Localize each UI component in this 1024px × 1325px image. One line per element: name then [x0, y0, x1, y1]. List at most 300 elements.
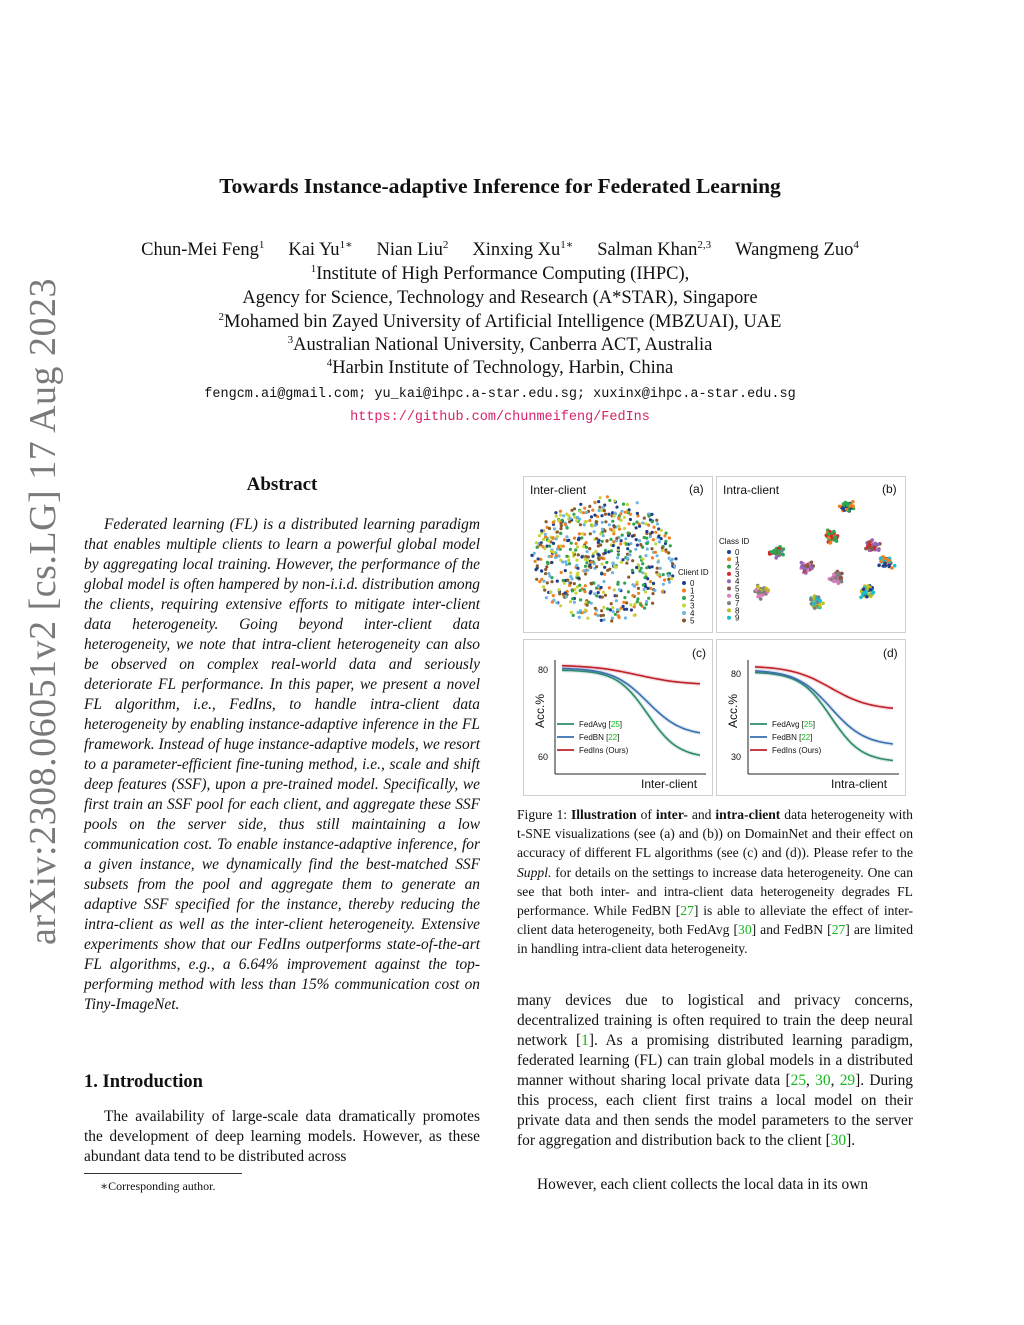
abstract-text: Federated learning (FL) is a distributed learning paradigm that enables multiple clients to learn a powerful global model by aggregating local training. However, the performance of the global model is often hampered by non-i.i.d. distribution among the clients, requiring extensive efforts to mitigate inter-client data heterogeneity. Going beyond inter-client data heterogeneity, we note that intra-client heterogeneity can also be observed on complex real-world data and seriously deteriorate FL performance. In this paper, we present a novel FL algorithm, i.e., FedIns, to handle intra-client data heterogeneity by enabling instance-adaptive inference in the FL framework. Instead of huge instance-adaptive models, we resort to a parameter-efficient fine-tuning method, i.e., scale and shift deep features (SSF), upon a pre-trained model. Specifically, we first train an SSF pool for each client, and aggregate these SSF pools on the server side, thus still maintaining a low communication cost. To enable instance-adaptive inference, for a given instance, we dynamically find the best-matched SSF subsets from the pool and aggregate them to generate an adaptive SSF specified for the instance, thereby reducing the intra-client as well as the inter-client heterogeneity. Extensive experiments show that our FedIns outperforms state-of-the-art FL algorithms, e.g., a 6.64% improvement against the top-performing method with less than 15% communication cost on Tiny-ImageNet.: [84, 516, 480, 1013]
code-link[interactable]: https://github.com/chunmeifeng/FedIns: [350, 410, 650, 425]
scatter-point: [552, 594, 555, 597]
legend-label: 0: [690, 579, 695, 588]
scatter-point: [584, 609, 587, 612]
scatter-point: [538, 580, 541, 583]
scatter-point: [613, 588, 616, 591]
scatter-point: [865, 595, 869, 599]
scatter-point: [618, 528, 621, 531]
scatter-point: [602, 580, 605, 583]
scatter-point: [585, 541, 588, 544]
scatter-point: [545, 565, 548, 568]
scatter-point: [647, 515, 650, 518]
scatter-point: [606, 495, 609, 498]
scatter-point: [550, 555, 553, 558]
author-name: Wangmeng Zuo$^4$: [735, 238, 859, 260]
scatter-point: [623, 608, 626, 611]
scatter-point: [608, 499, 611, 502]
scatter-point: [643, 517, 646, 520]
scatter-point: [626, 547, 629, 550]
scatter-point: [623, 582, 626, 585]
scatter-point: [585, 561, 588, 564]
scatter-point: [877, 564, 881, 568]
scatter-point: [758, 590, 762, 594]
scatter-point: [603, 573, 606, 576]
scatter-point: [606, 539, 609, 542]
scatter-point: [601, 540, 604, 543]
scatter-point: [600, 609, 603, 612]
scatter-point: [590, 515, 593, 518]
legend-label: 2: [735, 562, 740, 572]
scatter-point: [560, 524, 563, 527]
scatter-point: [670, 559, 673, 562]
legend-label: 3: [735, 569, 740, 579]
scatter-point: [557, 519, 560, 522]
scatter-point: [576, 567, 579, 570]
legend-label: 1: [735, 555, 740, 565]
scatter-point: [621, 534, 624, 537]
citation-link[interactable]: 27: [831, 922, 846, 938]
scatter-point: [549, 590, 552, 593]
scatter-point: [536, 546, 539, 549]
scatter-point: [566, 526, 569, 529]
scatter-point: [626, 503, 629, 506]
scatter-point: [869, 594, 873, 598]
scatter-point: [578, 532, 581, 535]
scatter-point: [619, 542, 622, 545]
author-name: Nian Liu$^2$: [376, 238, 449, 260]
panel-a-tag: (a): [689, 482, 704, 496]
scatter-point: [893, 564, 897, 568]
scatter-point: [540, 569, 543, 572]
scatter-point: [657, 535, 660, 538]
scatter-point: [600, 619, 603, 622]
scatter-point: [644, 554, 647, 557]
scatter-point: [876, 543, 880, 547]
scatter-point: [651, 531, 654, 534]
scatter-point: [633, 614, 636, 617]
scatter-point: [602, 606, 605, 609]
scatter-point: [667, 551, 670, 554]
scatter-point: [602, 506, 605, 509]
scatter-point: [623, 516, 626, 519]
citation-link[interactable]: 30: [815, 1072, 831, 1089]
scatter-point: [645, 566, 648, 569]
scatter-point: [890, 566, 894, 570]
scatter-point: [586, 550, 589, 553]
scatter-point: [656, 573, 659, 576]
scatter-point: [636, 600, 639, 603]
scatter-point: [646, 542, 649, 545]
scatter-point: [559, 604, 562, 607]
scatter-point: [809, 598, 813, 602]
scatter-point: [635, 566, 638, 569]
scatter-point: [601, 528, 604, 531]
scatter-point: [569, 571, 572, 574]
scatter-point: [756, 595, 760, 599]
scatter-point: [656, 554, 659, 557]
scatter-point: [581, 532, 584, 535]
legend-marker: [727, 608, 731, 612]
affiliation-1: $^1$Institute of High Performance Computing (IHPC),: [310, 262, 690, 284]
scatter-point: [568, 520, 571, 523]
scatter-point: [877, 548, 881, 552]
scatter-point: [544, 533, 547, 536]
intro-paragraph-1: The availability of large-scale data dramatically promotes the development of deep learning models. However, as these abundant data tend to be distributed across: [84, 1108, 480, 1165]
scatter-point: [533, 552, 536, 555]
legend-label: 9: [735, 613, 740, 623]
scatter-point: [577, 553, 580, 556]
scatter-point: [577, 537, 580, 540]
scatter-point: [651, 602, 654, 605]
scatter-point: [652, 526, 655, 529]
scatter-point: [575, 542, 578, 545]
scatter-point: [800, 565, 804, 569]
scatter-point: [638, 525, 641, 528]
scatter-point: [763, 590, 767, 594]
scatter-point: [610, 619, 613, 622]
scatter-point: [535, 578, 538, 581]
scatter-point: [611, 571, 614, 574]
scatter-point: [559, 532, 562, 535]
scatter-point: [593, 592, 596, 595]
scatter-point: [576, 545, 579, 548]
legend-marker: [727, 587, 731, 591]
citation-link[interactable]: 30: [830, 1132, 847, 1149]
scatter-point: [644, 522, 647, 525]
legend-marker: [682, 604, 686, 608]
scatter-point: [591, 555, 594, 558]
scatter-point: [622, 601, 625, 604]
scatter-point: [657, 561, 660, 564]
scatter-point: [560, 571, 563, 574]
scatter-point: [625, 601, 628, 604]
scatter-point: [557, 546, 560, 549]
scatter-point: [550, 561, 553, 564]
scatter-point: [576, 611, 579, 614]
scatter-point: [606, 607, 609, 610]
scatter-point: [777, 549, 781, 553]
scatter-point: [844, 501, 848, 505]
legend-label: 7: [735, 599, 740, 609]
scatter-point: [591, 524, 594, 527]
scatter-point: [636, 501, 639, 504]
scatter-point: [636, 597, 639, 600]
scatter-point: [668, 536, 671, 539]
scatter-point: [579, 503, 582, 506]
scatter-point: [612, 529, 615, 532]
scatter-point: [566, 579, 569, 582]
scatter-point: [570, 509, 573, 512]
scatter-point: [667, 578, 670, 581]
scatter-point: [800, 561, 804, 565]
ytick-d-30: 30: [731, 752, 742, 762]
scatter-point: [653, 589, 656, 592]
scatter-point: [639, 555, 642, 558]
legend-label: FedAvg [25]: [579, 720, 623, 729]
legend-label: 8: [735, 606, 740, 616]
scatter-point: [632, 523, 635, 526]
scatter-point: [603, 509, 606, 512]
scatter-point: [594, 607, 597, 610]
citation-link[interactable]: 1: [581, 1032, 589, 1049]
panel-a-legend-title: Client ID: [678, 568, 709, 577]
scatter-point: [803, 570, 807, 574]
panel-d-accuracy-intra: [716, 639, 906, 796]
scatter-point: [580, 555, 583, 558]
scatter-point: [534, 560, 537, 563]
footnote: ∗Corresponding author.: [100, 1179, 216, 1193]
scatter-point: [810, 566, 814, 570]
scatter-point: [572, 551, 575, 554]
scatter-point: [623, 527, 626, 530]
scatter-point: [773, 550, 777, 554]
scatter-point: [636, 512, 639, 515]
scatter-point: [551, 600, 554, 603]
scatter-point: [615, 506, 618, 509]
scatter-point: [575, 564, 578, 567]
scatter-point: [631, 594, 634, 597]
scatter-point: [670, 577, 673, 580]
section-heading-introduction: 1. Introduction: [84, 1072, 203, 1092]
scatter-point: [618, 588, 621, 591]
scatter-point: [647, 597, 650, 600]
panel-a-tsne-inter: [523, 476, 713, 633]
citation-link[interactable]: 27: [680, 903, 694, 919]
scatter-point: [643, 607, 646, 610]
scatter-point: [569, 575, 572, 578]
scatter-point: [887, 559, 891, 563]
scatter-point: [838, 576, 842, 580]
legend-label: 5: [690, 616, 695, 626]
legend-label: 1: [690, 586, 695, 596]
scatter-point: [595, 587, 598, 590]
scatter-point: [559, 514, 562, 517]
scatter-point: [662, 583, 665, 586]
scatter-point: [610, 602, 613, 605]
scatter-point: [629, 513, 632, 516]
scatter-point: [641, 562, 644, 565]
scatter-point: [626, 557, 629, 560]
scatter-point: [555, 515, 558, 518]
scatter-point: [879, 557, 883, 561]
scatter-point: [555, 554, 558, 557]
scatter-point: [557, 554, 560, 557]
scatter-point: [567, 559, 570, 562]
scatter-point: [633, 603, 636, 606]
scatter-point: [547, 572, 550, 575]
scatter-point: [628, 553, 631, 556]
scatter-point: [603, 566, 606, 569]
scatter-point: [575, 559, 578, 562]
scatter-point: [624, 511, 627, 514]
scatter-point: [608, 523, 611, 526]
scatter-point: [629, 518, 632, 521]
legend-label: FedBN [22]: [579, 733, 620, 742]
legend-marker: [727, 572, 731, 576]
scatter-point: [631, 583, 634, 586]
author-emails: fengcm.ai@gmail.com; yu_kai@ihpc.a-star.edu.sg; xuxinx@ihpc.a-star.edu.sg: [204, 387, 796, 402]
legend-marker: [682, 589, 686, 593]
scatter-point: [551, 536, 554, 539]
scatter-point: [664, 540, 667, 543]
scatter-point: [629, 542, 632, 545]
scatter-point: [578, 584, 581, 587]
scatter-point: [604, 594, 607, 597]
scatter-point: [612, 562, 615, 565]
scatter-point: [586, 569, 589, 572]
scatter-point: [548, 527, 551, 530]
scatter-point: [542, 580, 545, 583]
scatter-point: [634, 548, 637, 551]
scatter-point: [639, 603, 642, 606]
author-list: [0, 240, 1000, 261]
scatter-point: [599, 496, 602, 499]
scatter-point: [596, 614, 599, 617]
scatter-point: [870, 538, 874, 542]
scatter-point: [658, 540, 661, 543]
scatter-point: [655, 519, 658, 522]
scatter-point: [836, 573, 840, 577]
scatter-point: [611, 606, 614, 609]
legend-marker: [682, 596, 686, 600]
scatter-point: [558, 592, 561, 595]
scatter-point: [550, 580, 553, 583]
scatter-point: [564, 560, 567, 563]
scatter-point: [597, 509, 600, 512]
legend-marker: [727, 579, 731, 583]
ylabel-d: Acc.%: [726, 693, 740, 728]
scatter-point: [535, 541, 538, 544]
scatter-point: [861, 592, 865, 596]
scatter-point: [547, 539, 550, 542]
scatter-point: [652, 582, 655, 585]
scatter-point: [624, 537, 627, 540]
scatter-point: [646, 577, 649, 580]
scatter-point: [570, 611, 573, 614]
scatter-b: [717, 477, 906, 633]
scatter-point: [553, 527, 556, 530]
scatter-point: [664, 548, 667, 551]
scatter-point: [601, 563, 604, 566]
scatter-point: [830, 534, 834, 538]
scatter-point: [573, 516, 576, 519]
scatter-point: [556, 530, 559, 533]
scatter-point: [652, 538, 655, 541]
scatter-point: [534, 568, 537, 571]
scatter-point: [641, 546, 644, 549]
scatter-point: [544, 572, 547, 575]
legend-label: FedAvg [25]: [772, 720, 816, 729]
scatter-point: [607, 513, 610, 516]
ytick-c-80: 80: [538, 665, 549, 675]
arxiv-stamp: arXiv:2308.06051v2 [cs.LG] 17 Aug 2023: [22, 277, 64, 945]
scatter-point: [588, 563, 591, 566]
scatter-point: [583, 569, 586, 572]
scatter-point: [573, 537, 576, 540]
legend-label: 0: [735, 548, 740, 557]
scatter-point: [649, 580, 652, 583]
scatter-point: [650, 513, 653, 516]
scatter-point: [840, 580, 844, 584]
scatter-point: [563, 582, 566, 585]
scatter-point: [586, 617, 589, 620]
line-chart-d: [717, 640, 906, 796]
scatter-point: [627, 531, 630, 534]
citation-link[interactable]: 29: [839, 1072, 856, 1089]
scatter-a: [524, 477, 713, 633]
scatter-point: [612, 544, 615, 547]
scatter-point: [641, 521, 644, 524]
scatter-point: [851, 500, 855, 504]
ytick-c-60: 60: [538, 752, 549, 762]
scatter-point: [637, 563, 640, 566]
scatter-point: [806, 563, 810, 567]
scatter-point: [584, 565, 587, 568]
scatter-point: [831, 531, 835, 535]
scatter-point: [584, 572, 587, 575]
scatter-point: [563, 538, 566, 541]
scatter-point: [559, 527, 562, 530]
scatter-point: [593, 501, 596, 504]
scatter-point: [543, 547, 546, 550]
scatter-point: [627, 576, 630, 579]
scatter-point: [585, 511, 588, 514]
legend-label: FedIns (Ours): [772, 746, 822, 755]
scatter-point: [619, 512, 622, 515]
scatter-point: [838, 505, 842, 509]
scatter-point: [565, 595, 568, 598]
scatter-point: [546, 581, 549, 584]
scatter-point: [625, 542, 628, 545]
scatter-point: [833, 579, 837, 583]
scatter-point: [661, 546, 664, 549]
scatter-point: [564, 569, 567, 572]
legend-label: 4: [690, 609, 695, 618]
scatter-point: [579, 510, 582, 513]
scatter-point: [580, 536, 583, 539]
scatter-point: [539, 543, 542, 546]
scatter-point: [574, 592, 577, 595]
scatter-point: [629, 603, 632, 606]
scatter-point: [617, 546, 620, 549]
scatter-point: [620, 539, 623, 542]
legend-label: FedBN [22]: [772, 733, 813, 742]
legend-marker: [727, 601, 731, 605]
legend-marker: [727, 565, 731, 569]
scatter-point: [654, 551, 657, 554]
scatter-point: [663, 534, 666, 537]
scatter-point: [644, 572, 647, 575]
citation-link[interactable]: 25: [790, 1072, 807, 1089]
legend-label: 3: [690, 601, 695, 611]
scatter-point: [645, 600, 648, 603]
scatter-point: [562, 514, 565, 517]
scatter-point: [818, 599, 822, 603]
scatter-point: [572, 614, 575, 617]
scatter-point: [597, 500, 600, 503]
scatter-point: [668, 581, 671, 584]
scatter-point: [667, 574, 670, 577]
scatter-point: [584, 584, 587, 587]
scatter-point: [813, 606, 817, 610]
scatter-point: [615, 599, 618, 602]
citation-link[interactable]: 30: [738, 922, 752, 938]
affiliation-4: $^4$Harbin Institute of Technology, Harbin, China: [326, 356, 674, 378]
scatter-point: [537, 557, 540, 560]
scatter-point: [869, 588, 873, 592]
panel-a-title: Inter-client: [530, 483, 587, 497]
scatter-point: [622, 503, 625, 506]
